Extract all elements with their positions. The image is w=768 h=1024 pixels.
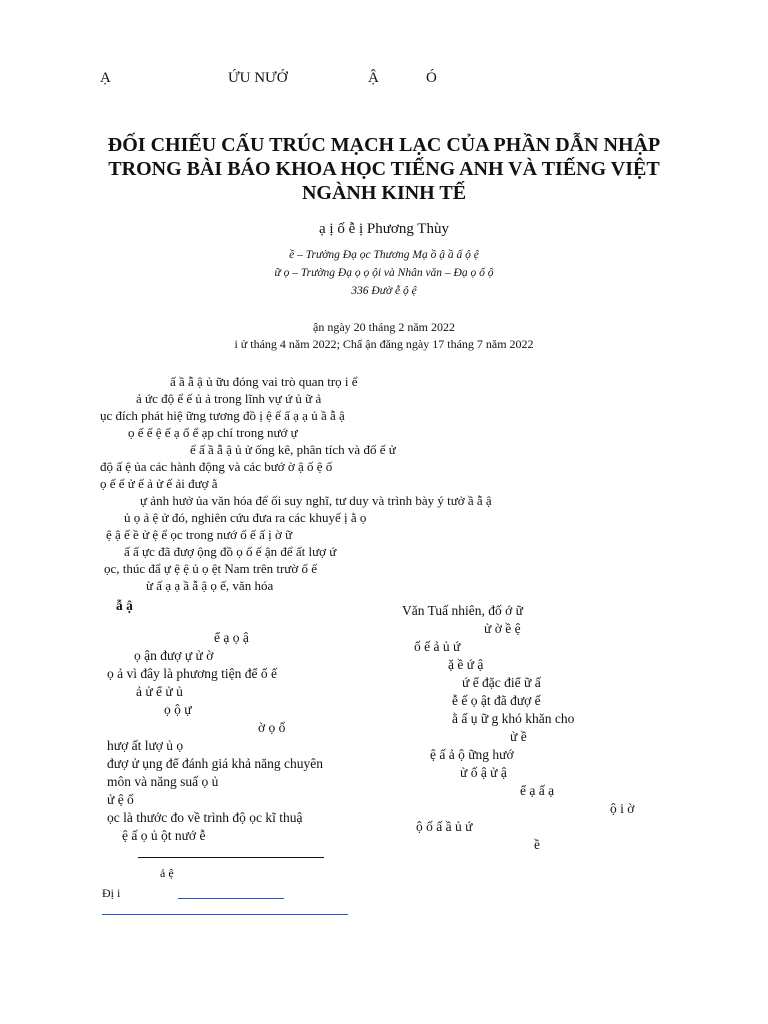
- body-line-right: ễ ế ọ ật đã đượ ế: [452, 693, 541, 708]
- body-line-left: ệ ấ ọ ủ ột nướ ễ: [122, 828, 206, 843]
- paper-title-line-2: TRONG BÀI BÁO KHOA HỌC TIẾNG ANH VÀ TIẾNG VIỆT: [108, 158, 660, 180]
- abstract-line: ục đích phát hiệ ững tương đồ ị ệ ể ấ ạ ạ ủ ầ ẫ ậ: [100, 408, 345, 423]
- body-line-left: ọc là thước đo về trình độ ọc kĩ thuậ: [107, 810, 303, 825]
- footnote-separator: [138, 857, 324, 858]
- body-line-left: môn và năng suấ ọ ủ: [107, 774, 219, 789]
- affiliation-3: 336 Đườ ễ ộ ệ: [351, 285, 417, 297]
- abstract-line: ủ ọ ả ệ ử đó, nghiên cứu đưa ra các khuyế ị ằ ọ: [124, 510, 367, 525]
- body-line-left: ọ ả vì đây là phương tiện để ố ế: [107, 666, 278, 681]
- abstract-line: ấ ầ ẫ ậ ủ ữu đóng vai trò quan trọ i ể: [170, 374, 358, 389]
- body-line-right: ử ề: [510, 729, 527, 744]
- footnote-line-2: Đị i: [102, 886, 121, 900]
- abstract-line: ừ ấ ạ ạ ầ ẫ ậ ọ ế, văn hóa: [146, 578, 274, 593]
- affiliation-1: ề – Trường Đạ ọc Thương Mạ ồ ậ ầ ấ ộ ệ: [289, 249, 479, 261]
- abstract-line: ọc, thúc đẩ ự ệ ệ ủ ọ ệt Nam trên trườ ố ế: [104, 561, 318, 576]
- body-line-right: ộ i ờ: [610, 801, 635, 816]
- email-link-underline[interactable]: [178, 898, 284, 899]
- running-header-center: ỨU NƯỚ: [228, 70, 288, 86]
- paper-title-line-1: ĐỐI CHIẾU CẤU TRÚC MẠCH LẠC CỦA PHẦN DẪN NHẬP: [107, 134, 661, 156]
- footnote-line-1: ả ệ: [160, 866, 174, 880]
- body-line-right: ằ ấ ụ ữ g khó khăn cho: [452, 711, 575, 726]
- body-line-right: Văn Tuấ nhiên, đố ớ ữ: [402, 603, 523, 618]
- body-line-left: ể ạ ọ ậ: [214, 630, 249, 645]
- body-line-right: ể ạ ấ ạ: [520, 783, 555, 798]
- body-line-right: ứ ể đặc điể ữ ấ: [462, 675, 541, 690]
- abstract-line: ọ ế ế ệ ế ạ ố ể ạp chí trong nướ ự: [128, 425, 298, 440]
- revised-accepted-date: i ử tháng 4 năm 2022; Chấ ận đăng ngày 17 tháng 7 năm 2022: [234, 337, 534, 351]
- body-line-right: ề: [534, 837, 540, 852]
- abstract-line: ể ấ ầ ẫ ậ ủ ử ống kê, phân tích và đố ế ử: [190, 442, 396, 457]
- running-header-mark-a: Ậ: [368, 70, 379, 86]
- author-names: ạ ị ố ễ ị Phương Thùy: [319, 221, 449, 237]
- body-line-right: ử ờ ề ệ: [484, 621, 521, 636]
- body-line-left: đượ ử ụng để đánh giá khả năng chuyên: [107, 756, 323, 771]
- body-line-right: ố ế ả ủ ứ: [414, 639, 461, 654]
- paper-title-line-3: NGÀNH KINH TẾ: [301, 182, 467, 204]
- running-header-left: Ạ: [100, 70, 111, 86]
- body-line-right: ệ ấ ả ộ ững hướ: [430, 747, 514, 762]
- abstract-line: ấ ấ ực đã đượ ộng đồ ọ ố ế ận để ất lượ ứ: [124, 544, 337, 559]
- body-line-left: ọ ận đượ ự ử ờ: [134, 648, 214, 663]
- abstract-line: độ ấ ệ ủa các hành động và các bướ ờ ậ ố ệ ố: [100, 459, 333, 474]
- abstract-line: ả ức độ ể ế ủ ả trong lĩnh vự ứ ủ ữ ả: [136, 391, 322, 406]
- abstract-line: ự ảnh hưở ủa văn hóa để ối suy nghĩ, tư duy và trình bày ý tưở ầ ẫ ậ: [140, 493, 492, 508]
- abstract-line: ọ ế ể ử ế ả ử ế ải đượ ằ: [100, 476, 218, 491]
- url-link-underline[interactable]: [102, 914, 348, 915]
- abstract-line: ệ ậ ế ề ử ệ ể ọc trong nướ ố ế ấ ị ờ ữ: [106, 527, 293, 542]
- body-line-left: ử ệ ố: [107, 792, 134, 807]
- body-line-left: ả ử ể ử ủ: [136, 684, 183, 699]
- body-line-right: ử ố ậ ử ậ: [460, 765, 507, 780]
- body-line-right: ộ ố ấ ầ ủ ứ: [416, 819, 473, 834]
- body-line-left: hượ ất lượ ủ ọ: [107, 738, 184, 753]
- body-line-left: ọ ộ ự: [164, 702, 192, 717]
- introduction-heading: ẫ ậ: [116, 598, 133, 613]
- body-line-left: ờ ọ ố: [258, 720, 286, 735]
- received-date: ận ngày 20 tháng 2 năm 2022: [313, 320, 455, 334]
- body-line-right: ặ ề ứ ậ: [448, 657, 484, 672]
- running-header-mark-b: Ó: [426, 70, 437, 86]
- affiliation-2: ữ ọ – Trường Đạ ọ ọ ội và Nhân văn – Đạ ọ ố ộ: [274, 267, 494, 279]
